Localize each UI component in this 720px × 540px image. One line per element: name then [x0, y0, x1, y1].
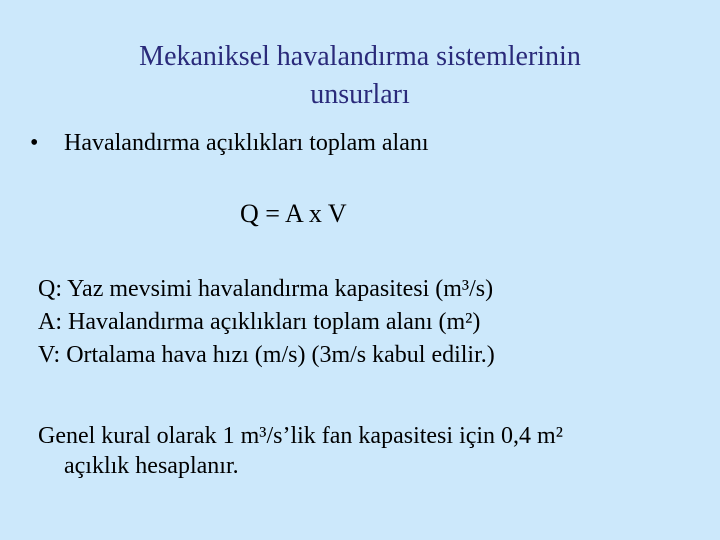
bullet-item: [30, 128, 429, 158]
general-rule-line-1: Genel kural olarak 1 m³/s’lik fan kapasitesi için 0,4 m²: [38, 423, 563, 449]
definition-a: A: Havalandırma açıklıkları toplam alanı (m²): [38, 309, 481, 335]
definition-q: Q: Yaz mevsimi havalandırma kapasitesi (m³/s): [38, 276, 494, 302]
definitions-list: [38, 273, 495, 372]
slide-title-line-1: Mekaniksel havalandırma sistemlerinin: [139, 41, 581, 72]
general-rule: [38, 421, 678, 481]
slide-title-line-2: unsurları: [310, 79, 410, 110]
definition-v: V: Ortalama hava hızı (m/s) (3m/s kabul edilir.): [38, 342, 495, 368]
slide-title: [60, 38, 660, 114]
bullet-text: Havalandırma açıklıkları toplam alanı: [64, 130, 429, 156]
bullet-icon: •: [30, 130, 39, 156]
formula: Q = A x V: [240, 199, 347, 228]
general-rule-line-2: açıklık hesaplanır.: [64, 453, 239, 479]
